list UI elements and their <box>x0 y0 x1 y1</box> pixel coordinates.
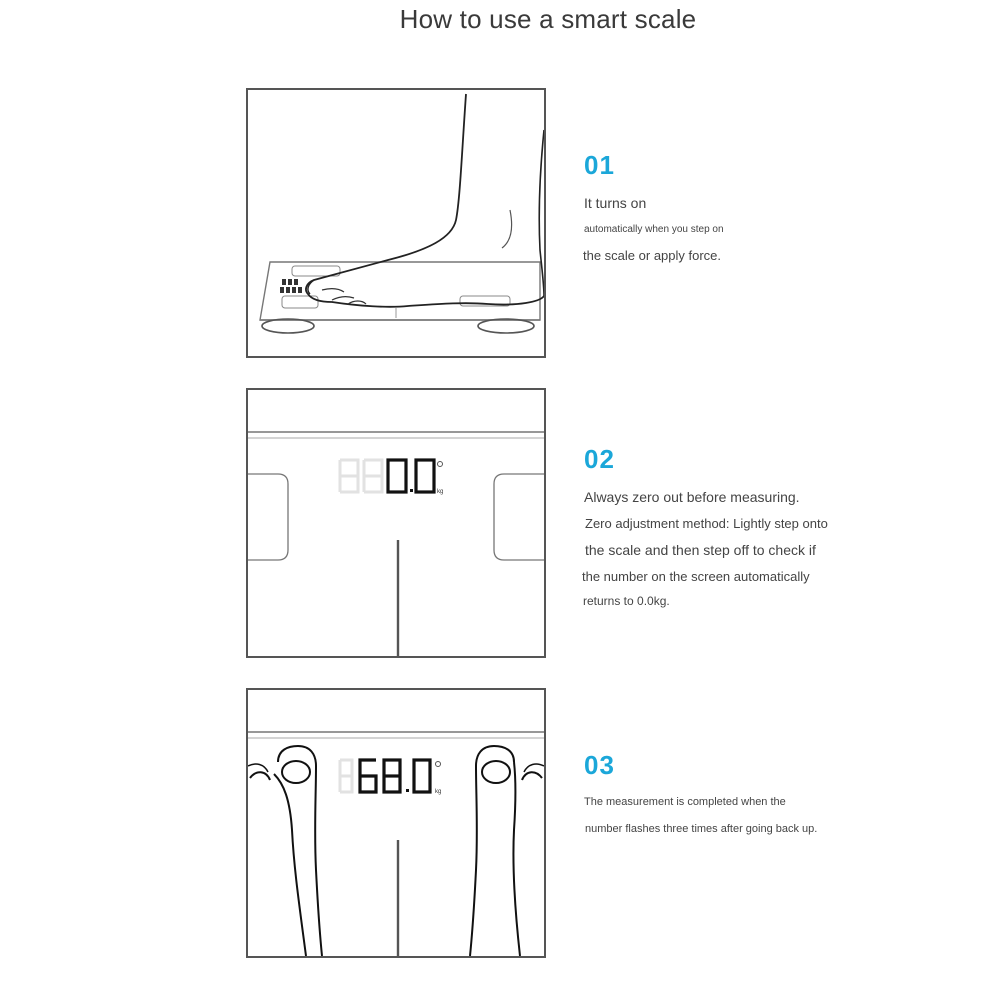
step-1-number: 01 <box>584 150 615 180</box>
step-2-illustration <box>246 388 546 658</box>
step-1-line-3: the scale or apply force. <box>583 248 722 263</box>
step-2-line-3: the scale and then step off to check if <box>585 542 816 558</box>
svg-text:kg: kg <box>435 789 442 795</box>
step-1-line-1: It turns on <box>584 195 647 211</box>
step-1-illustration <box>246 88 546 358</box>
step-3-illustration <box>246 688 546 958</box>
scale-display-weight <box>340 760 441 795</box>
step-1-line-2: automatically when you step on <box>584 224 724 235</box>
step-2-line-4: the number on the screen automatically <box>582 569 810 584</box>
scale-display-zero <box>340 460 443 495</box>
step-3-line-2: number flashes three times after going back up. <box>585 823 818 835</box>
step-2-number: 02 <box>584 444 615 474</box>
step-2-line-1: Always zero out before measuring. <box>584 489 800 505</box>
step-3-number: 03 <box>584 750 615 780</box>
step-2-line-2: Zero adjustment method: Lightly step onto <box>585 516 828 531</box>
step-2-line-5: returns to 0.0kg. <box>583 594 670 608</box>
svg-text:kg: kg <box>437 489 444 495</box>
step-3-line-1: The measurement is completed when the <box>584 796 786 808</box>
page-title: How to use a smart scale <box>399 4 697 34</box>
